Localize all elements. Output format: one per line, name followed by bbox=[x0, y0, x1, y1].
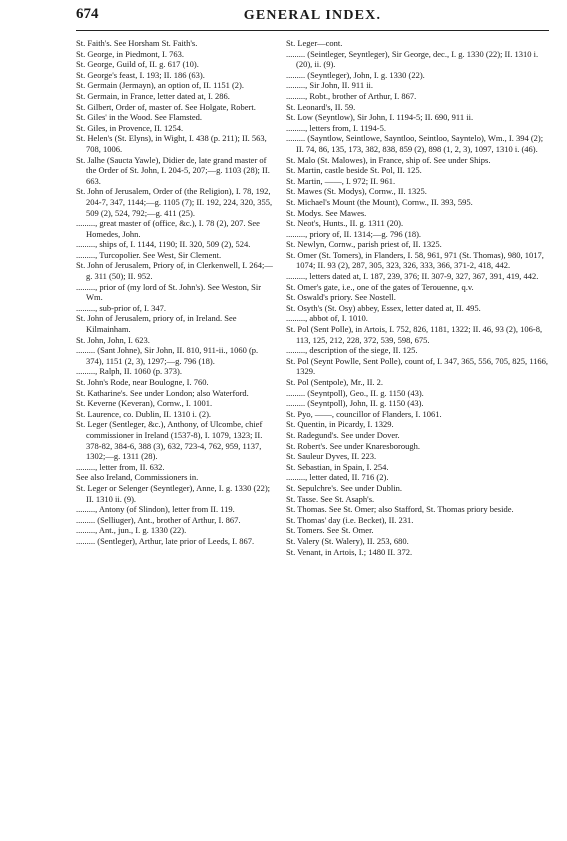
index-entry: St. Radegund's. See under Dover. bbox=[286, 429, 400, 440]
index-entry: ........., priory of, II. 1314;—g. 796 (18). bbox=[286, 228, 422, 239]
index-entry: ........., Ralph, II. 1060 (p. 373). bbox=[76, 366, 183, 377]
index-entry: St. Tasse. See St. Asaph's. bbox=[286, 493, 375, 504]
index-entry: St. John of Jerusalem, Order of (the Religion), I. 78, 192, 204-7, 347, 1144;—g. 1105 (7); II. 192, 224, 320, 355, 509 (2), 524, 792;—g. 411 (25). bbox=[76, 186, 273, 218]
index-entry: St. Sauleur Dyves, II. 223. bbox=[286, 451, 377, 462]
running-head-title: GENERAL INDEX. bbox=[243, 8, 382, 23]
index-entry: ........., letters from, I. 1194-5. bbox=[286, 122, 387, 133]
index-entry: St. Low (Seyntlow), Sir John, I. 1194-5; II. 690, 911 ii. bbox=[286, 112, 474, 123]
header-rule bbox=[76, 30, 549, 31]
index-entry: ......... (Seyntpoll), John, II. g. 1150 (43). bbox=[286, 398, 424, 409]
index-entry: St. Thomas. See St. Omer; also Stafford, St. Thomas priory beside. bbox=[286, 504, 514, 515]
index-entry: St. Leger—cont. bbox=[286, 38, 343, 48]
index-entry: ........., Antony (of Slindon), letter from II. 119. bbox=[76, 504, 235, 515]
index-entry: ........., Ant., jun., I. g. 1330 (22). bbox=[76, 525, 187, 536]
index-entry: ........., Turcopolier. See West, Sir Clement. bbox=[76, 249, 222, 260]
index-entry: ......... (Seintleger, Seyntleger), Sir George, dec., I. g. 1330 (22); II. 1310 i. (20), ii. (9). bbox=[286, 48, 539, 70]
index-entry: St. Faith's. See Horsham St. Faith's. bbox=[76, 38, 198, 48]
right-column bbox=[286, 38, 550, 557]
left-column bbox=[76, 38, 276, 547]
index-entry: ........., description of the siege, II. 125. bbox=[286, 345, 418, 356]
index-entry: St. Martin, ——, I. 972; II. 961. bbox=[286, 175, 396, 186]
index-entry: St. Venant, in Artois, I.; 1480 II. 372. bbox=[286, 546, 413, 557]
index-entry: St. Valery (St. Walery), II. 253, 680. bbox=[286, 535, 409, 546]
index-entry: St. Giles' in the Wood. See Flamsted. bbox=[76, 112, 203, 123]
page-number: 674 bbox=[76, 6, 99, 22]
index-entry: St. Leonard's, II. 59. bbox=[286, 101, 356, 112]
index-entry: St. Martin, castle beside St. Pol, II. 125. bbox=[286, 165, 422, 176]
index-entry: St. Modys. See Mawes. bbox=[286, 207, 367, 218]
index-entry: St. Omer's gate, i.e., one of the gates of Terouenne, q.v. bbox=[286, 281, 474, 292]
index-entry: St. Laurence, co. Dublin, II. 1310 i. (2). bbox=[76, 408, 212, 419]
index-entry: ......... (Seyntpoll), Geo., II. g. 1150 (43). bbox=[286, 387, 424, 398]
index-entry: St. John's Rode, near Boulogne, I. 760. bbox=[76, 377, 209, 387]
index-entry: St. Newlyn, Cornw., parish priest of, II. 1325. bbox=[286, 239, 442, 250]
page-header bbox=[76, 0, 549, 32]
index-entry: St. Omer (St. Tomers), in Flanders, I. 58, 961, 971 (St. Thomas), 980, 1017, 1074; II. 93 (2), 287, 305, 323, 326, 333, 366, 371-2, 418, 442. bbox=[286, 249, 544, 271]
index-entry: ........., abbot of, I. 1010. bbox=[286, 313, 368, 324]
index-entry: ........., Robt., brother of Arthur, I. 867. bbox=[286, 90, 417, 101]
index-entry: St. Michael's Mount (the Mount), Cornw., II. 393, 595. bbox=[286, 196, 473, 207]
index-entry: ........., letter from, II. 632. bbox=[76, 461, 165, 472]
index-entry: St. Germain (Jermayn), an option of, II. 1151 (2). bbox=[76, 80, 244, 91]
index-entry: St. Osyth's (St. Osy) abbey, Essex, letter dated at, II. 495. bbox=[286, 302, 481, 313]
index-entry: ........., letters dated at, I. 187, 239, 376; II. 307-9, 327, 367, 391, 419, 442. bbox=[286, 271, 539, 282]
index-entry: ......... (Sant Johne), Sir John, II. 810, 911-ii., 1060 (p. 374), 1151 (2, 3), 1297;—g. 796 (18). bbox=[76, 345, 259, 366]
index-entry: ......... (Sentleger), Arthur, late prior of Leeds, I. 867. bbox=[76, 535, 255, 546]
index-entry: ........., letter dated, II. 716 (2). bbox=[286, 472, 389, 483]
index-entry: St. Pol (Sent Polle), in Artois, I. 752, 826, 1181, 1322; II. 46, 93 (2), 106-8, 113, 125, 212, 228, 372, 539, 598, 675. bbox=[286, 324, 543, 345]
index-entry: St. Mawes (St. Modys), Cornw., II. 1325. bbox=[286, 186, 427, 197]
index-entry: St. Gilbert, Order of, master of. See Holgate, Robert. bbox=[76, 101, 256, 112]
index-entry: St. George, Guild of, II. g. 617 (10). bbox=[76, 59, 199, 70]
index-entry: St. George's feast, I. 193; II. 186 (63). bbox=[76, 69, 205, 80]
index-entry: St. Keverne (Keveran), Cornw., I. 1001. bbox=[76, 398, 213, 409]
index-entry: St. Sebastian, in Spain, I. 254. bbox=[286, 461, 389, 472]
index-entry: See also Ireland, Commissioners in. bbox=[76, 472, 199, 483]
index-entry: St. Leger or Selenger (Seyntleger), Anne, I. g. 1330 (22); II. 1310 ii. (9). bbox=[76, 482, 271, 504]
index-entry: St. Pol (Sentpole), Mr., II. 2. bbox=[286, 377, 384, 387]
index-entry: ......... (Seyntleger), John, I. g. 1330 (22). bbox=[286, 69, 425, 80]
index-entry: ........., sub-prior of, I. 347. bbox=[76, 302, 166, 313]
index-entry: St. Germain, in France, letter dated at, I. 286. bbox=[76, 90, 230, 101]
index-entry: St. John of Jerusalem, priory of, in Ireland. See Kilmainham. bbox=[76, 313, 237, 335]
index-entry: St. Malo (St. Malowes), in France, ship of. See under Ships. bbox=[286, 154, 491, 165]
index-entry: ........., Sir John, II. 911 ii. bbox=[286, 80, 374, 91]
index-entry: St. Robert's. See under Knaresborough. bbox=[286, 440, 420, 451]
index-entry: ........., great master of (office, &c.), I. 78 (2), 207. See Homedes, John. bbox=[76, 218, 260, 239]
index-entry: St. Thomas' day (i.e. Becket), II. 231. bbox=[286, 514, 414, 525]
index-entry: St. Neot's, Hunts., II. g. 1311 (20). bbox=[286, 218, 404, 229]
index-entry: St. John, John, I. 623. bbox=[76, 334, 150, 345]
index-entry: St. Oswald's priory. See Nostell. bbox=[286, 292, 396, 303]
index-entry: St. George, in Piedmont, I. 763. bbox=[76, 48, 184, 59]
index-entry: ........., prior of (my lord of St. John's). See Weston, Sir Wm. bbox=[76, 281, 262, 303]
index-entry: St. Pol (Seynt Powlle, Sent Polle), count of, I. 347, 365, 556, 705, 825, 1166, 1329. bbox=[286, 355, 549, 377]
index-entry: ......... (Sayntlow, Seintlowe, Sayntloo, Seintloo, Sayntelo), Wm., I. 394 (2); II. 74, 86, 135, 173, 382, 838, 859 (2), 898 (1, 2, 3), 1097, 1310 i. (46). bbox=[286, 133, 544, 154]
index-entry: St. Sepulchre's. See under Dublin. bbox=[286, 482, 403, 493]
index-entry: St. Helen's (St. Elyns), in Wight, I. 438 (p. 211); II. 563, 708, 1006. bbox=[76, 133, 267, 154]
index-entry: St. Katharine's. See under London; also Waterford. bbox=[76, 387, 249, 398]
index-entry: St. Jalhe (Saucta Yawle), Didier de, late grand master of the Order of St. John, I. 204-5, 207;—g. 1103 (28); II. 663. bbox=[76, 154, 270, 186]
index-entry: St. Pyo, ——, councillor of Flanders, I. 1061. bbox=[286, 408, 442, 419]
index-entry: ......... (Selliuger), Ant., brother of Arthur, I. 867. bbox=[76, 514, 241, 525]
index-entry: St. Leger (Sentleger, &c.), Anthony, of Ulcombe, chief commissioner in Ireland (1537-8), I. 1079, 1323; II. 378-82, 384-6, 388 (3), 632, 723-4, 762, 959, 1137, 1302;—g. 1311 (28). bbox=[76, 419, 263, 462]
index-entry: St. Quentin, in Picardy, I. 1329. bbox=[286, 419, 394, 430]
index-entry: St. John of Jerusalem, Priory of, in Clerkenwell, I. 264;—g. 311 (50); II. 952. bbox=[76, 260, 273, 282]
index-entry: St. Giles, in Provence, II. 1254. bbox=[76, 122, 184, 133]
index-entry: ........., ships of, I. 1144, 1190; II. 320, 509 (2), 524. bbox=[76, 239, 251, 250]
index-entry: St. Tomers. See St. Omer. bbox=[286, 525, 374, 536]
